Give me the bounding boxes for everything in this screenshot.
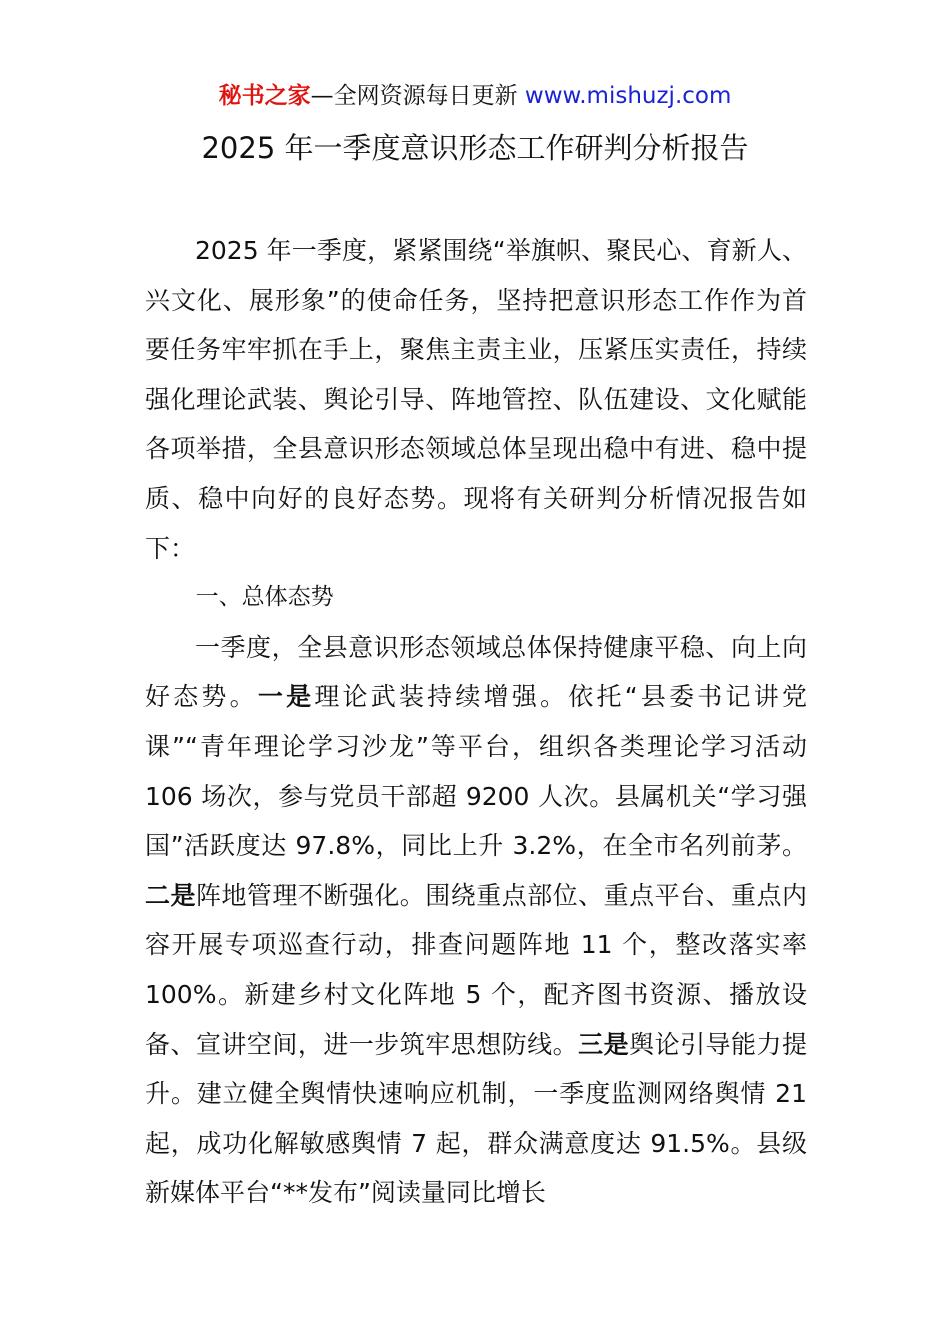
point-text-first: 理论武装持续增强。依托“县委书记讲党课”“青年理论学习沙龙”等平台，组织各类理论学习活动 106 场次，参与党员干部超 9200 人次。县属机关“学习强国”活跃度达 97.8%，同比上升 3.2%，在全市名列前茅。 <box>145 682 807 861</box>
site-url-link[interactable]: www.mishuzj.com <box>524 83 732 109</box>
brand-name: 秘书之家 <box>218 83 311 109</box>
point-text-second: 阵地管理不断强化。围绕重点部位、重点平台、重点内容开展专项巡查行动，排查问题阵地 11 个，整改落实率 100%。新建乡村文化阵地 5 个，配齐图书资源、播放设备、宣讲空间，进一步筑牢思想防线。 <box>145 880 807 1059</box>
document-title: 2025 年一季度意识形态工作研判分析报告 <box>201 131 749 165</box>
point-lead-first: 一是 <box>257 682 315 712</box>
point-lead-third: 三是 <box>578 1029 630 1059</box>
point-lead-second: 二是 <box>145 880 196 910</box>
site-header <box>0 80 950 112</box>
intro-paragraph: 2025 年一季度，紧紧围绕“举旗帜、聚民心、育新人、兴文化、展形象”的使命任务，坚持把意识形态工作作为首要任务牢牢抓在手上，聚焦主责主业，压紧压实责任，持续强化理论武装、舆论引导、阵地管控、队伍建设、文化赋能各项举措，全县意识形态领域总体呈现出稳中有进、稳中提质、稳中向好的良好态势。现将有关研判分析情况报告如下： <box>145 236 807 563</box>
site-tagline: —全网资源每日更新 <box>310 83 518 109</box>
section-paragraph-overall <box>145 623 807 1218</box>
document-body <box>145 226 807 1218</box>
section-heading-overall: 一、总体态势 <box>195 584 334 611</box>
point-text-third: 舆论引导能力提升。建立健全舆情快速响应机制，一季度监测网络舆情 21 起，成功化解敏感舆情 7 起，群众满意度达 91.5%。县级新媒体平台“**发布”阅读量同比增长 <box>145 1029 807 1208</box>
section-opening: 一季度，全县意识形态领域总体保持健康平稳、向上向好态势。 <box>145 632 807 712</box>
